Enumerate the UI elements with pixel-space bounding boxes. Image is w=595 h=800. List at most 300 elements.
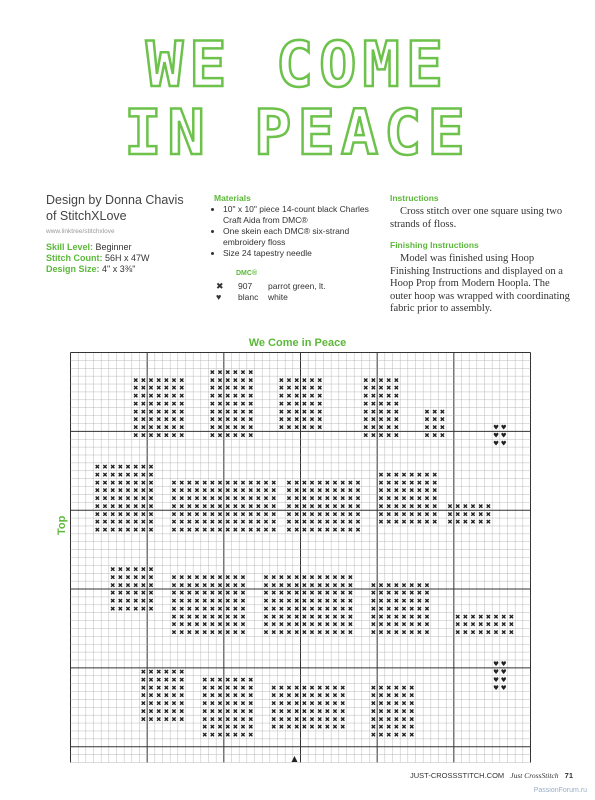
cross-stitch-mark: ✖ — [332, 597, 338, 606]
cross-stitch-mark: ✖ — [148, 699, 154, 708]
cross-stitch-mark: ✖ — [148, 470, 154, 479]
key-number: blanc — [238, 292, 259, 302]
cross-stitch-mark: ✖ — [217, 407, 223, 416]
cross-stitch-mark: ✖ — [324, 691, 331, 700]
cross-stitch-mark: ✖ — [171, 486, 177, 495]
cross-stitch-mark: ✖ — [416, 486, 423, 495]
cross-stitch-mark: ✖ — [217, 486, 223, 495]
cross-stitch-mark: ✖ — [293, 581, 300, 590]
cross-stitch-mark: ✖ — [454, 620, 461, 629]
cross-stitch-mark: ✖ — [109, 478, 116, 487]
cross-stitch-mark: ✖ — [393, 407, 400, 416]
cross-stitch-mark: ✖ — [286, 723, 292, 732]
cross-stitch-mark: ✖ — [370, 589, 377, 598]
cross-stitch-mark: ✖ — [309, 628, 315, 637]
cross-stitch-mark: ✖ — [424, 581, 430, 590]
cross-stitch-mark: ✖ — [270, 486, 277, 495]
cross-stitch-mark: ✖ — [293, 376, 300, 385]
cross-stitch-mark: ✖ — [270, 715, 277, 724]
cross-stitch-mark: ✖ — [102, 510, 108, 519]
cross-stitch-mark: ✖ — [178, 715, 185, 724]
cross-stitch-mark: ✖ — [286, 604, 292, 613]
cross-stitch-mark: ✖ — [201, 526, 208, 535]
cross-stitch-mark: ✖ — [232, 510, 239, 519]
cross-stitch-mark: ✖ — [178, 518, 185, 527]
cross-stitch-mark: ✖ — [493, 620, 499, 629]
list-item: • One skein each DMC® six-strand embroidery floss — [223, 226, 379, 248]
cross-stitch-mark: ✖ — [431, 502, 438, 511]
cross-stitch-mark: ✖ — [224, 691, 231, 700]
cross-stitch-mark: ✖ — [324, 573, 331, 582]
cross-stitch-mark: ✖ — [408, 470, 415, 479]
cross-stitch-mark: ✖ — [378, 581, 384, 590]
cross-stitch-mark: ✖ — [301, 423, 308, 432]
cross-stitch-mark: ✖ — [431, 407, 438, 416]
cross-stitch-mark: ✖ — [209, 715, 216, 724]
cross-stitch-mark: ✖ — [117, 597, 124, 606]
cross-stitch-mark: ✖ — [247, 384, 254, 393]
cross-stitch-mark: ✖ — [378, 392, 384, 401]
cross-stitch-mark: ✖ — [217, 589, 223, 598]
cross-stitch-mark: ✖ — [485, 628, 492, 637]
cross-stitch-mark: ✖ — [163, 691, 170, 700]
cross-stitch-mark: ✖ — [332, 581, 338, 590]
cross-stitch-mark: ✖ — [301, 581, 308, 590]
cross-stitch-mark: ✖ — [125, 494, 131, 503]
cross-stitch-mark: ✖ — [332, 518, 338, 527]
cross-stitch-mark: ✖ — [171, 407, 177, 416]
cross-stitch-mark: ✖ — [431, 494, 438, 503]
cross-stitch-mark: ✖ — [201, 675, 208, 684]
cross-stitch-mark: ✖ — [378, 707, 384, 716]
cross-stitch-mark: ✖ — [247, 683, 254, 692]
cross-stitch-mark: ✖ — [94, 486, 101, 495]
cross-stitch-mark: ✖ — [217, 573, 223, 582]
cross-stitch-mark: ✖ — [217, 723, 223, 732]
cross-stitch-mark: ✖ — [163, 423, 170, 432]
cross-stitch-mark: ✖ — [94, 463, 101, 472]
cross-stitch-mark: ✖ — [117, 604, 124, 613]
cross-stitch-mark: ✖ — [232, 715, 239, 724]
cross-stitch-mark: ✖ — [148, 431, 154, 440]
cross-stitch-mark: ✖ — [270, 589, 277, 598]
heart-stitch-mark: ♥ — [500, 660, 507, 669]
cross-stitch-mark: ✖ — [316, 683, 323, 692]
cross-stitch-mark: ✖ — [240, 581, 246, 590]
cross-stitch-mark: ✖ — [209, 392, 216, 401]
cross-stitch-mark: ✖ — [194, 486, 200, 495]
cross-stitch-mark: ✖ — [332, 494, 338, 503]
cross-stitch-mark: ✖ — [148, 675, 154, 684]
cross-stitch-mark: ✖ — [393, 699, 400, 708]
cross-stitch-mark: ✖ — [232, 478, 239, 487]
cross-stitch-mark: ✖ — [393, 518, 400, 527]
cross-stitch-mark: ✖ — [224, 526, 231, 535]
cross-stitch-mark: ✖ — [385, 628, 392, 637]
cross-stitch-mark: ✖ — [339, 604, 346, 613]
cross-stitch-mark: ✖ — [378, 691, 384, 700]
cross-stitch-mark: ✖ — [109, 494, 116, 503]
cross-stitch-mark: ✖ — [247, 699, 254, 708]
cross-stitch-mark: ✖ — [332, 612, 338, 621]
cross-stitch-mark: ✖ — [286, 392, 292, 401]
cross-stitch-mark: ✖ — [140, 518, 147, 527]
cross-stitch-mark: ✖ — [370, 715, 377, 724]
cross-stitch-mark: ✖ — [339, 715, 346, 724]
cross-stitch-mark: ✖ — [140, 683, 147, 692]
cross-stitch-mark: ✖ — [378, 683, 384, 692]
cross-stitch-mark: ✖ — [301, 628, 308, 637]
cross-stitch-mark: ✖ — [309, 723, 315, 732]
cross-stitch-mark: ✖ — [293, 597, 300, 606]
cross-stitch-mark: ✖ — [309, 620, 315, 629]
cross-stitch-mark: ✖ — [324, 707, 331, 716]
key-color-name: parrot green, lt. — [268, 281, 326, 291]
cross-stitch-mark: ✖ — [186, 494, 193, 503]
cross-stitch-mark: ✖ — [393, 478, 400, 487]
cross-stitch-mark: ✖ — [462, 612, 469, 621]
cross-stitch-mark: ✖ — [224, 604, 231, 613]
cross-stitch-mark: ✖ — [378, 699, 384, 708]
cross-stitch-mark: ✖ — [201, 628, 208, 637]
cross-stitch-mark: ✖ — [148, 604, 154, 613]
cross-stitch-mark: ✖ — [309, 707, 315, 716]
cross-stitch-mark: ✖ — [324, 597, 331, 606]
cross-stitch-mark: ✖ — [155, 431, 162, 440]
cross-stitch-mark: ✖ — [370, 597, 377, 606]
cross-stitch-mark: ✖ — [393, 470, 400, 479]
cross-stitch-mark: ✖ — [194, 604, 200, 613]
cross-stitch-mark: ✖ — [201, 510, 208, 519]
cross-stitch-mark: ✖ — [171, 683, 177, 692]
cross-stitch-mark: ✖ — [401, 604, 407, 613]
cross-stitch-mark: ✖ — [378, 723, 384, 732]
cross-stitch-mark: ✖ — [301, 376, 308, 385]
cross-stitch-mark: ✖ — [263, 494, 269, 503]
cross-stitch-mark: ✖ — [224, 486, 231, 495]
cross-stitch-mark: ✖ — [316, 628, 323, 637]
cross-stitch-mark: ✖ — [431, 470, 438, 479]
cross-stitch-mark: ✖ — [385, 597, 392, 606]
cross-stitch-mark: ✖ — [408, 715, 415, 724]
cross-stitch-mark: ✖ — [140, 376, 147, 385]
cross-stitch-mark: ✖ — [224, 510, 231, 519]
cross-stitch-mark: ✖ — [347, 620, 354, 629]
cross-stitch-mark: ✖ — [385, 376, 392, 385]
cross-stitch-mark: ✖ — [117, 463, 124, 472]
cross-stitch-mark: ✖ — [301, 392, 308, 401]
cross-stitch-mark: ✖ — [301, 518, 308, 527]
cross-stitch-mark: ✖ — [408, 494, 415, 503]
cross-stitch-mark: ✖ — [263, 486, 269, 495]
cross-stitch-mark: ✖ — [500, 620, 507, 629]
cross-stitch-mark: ✖ — [401, 510, 407, 519]
cross-stitch-mark: ✖ — [163, 384, 170, 393]
cross-stitch-mark: ✖ — [117, 510, 124, 519]
cross-stitch-mark: ✖ — [194, 478, 200, 487]
cross-stitch-mark: ✖ — [378, 502, 384, 511]
cross-stitch-mark: ✖ — [316, 526, 323, 535]
cross-stitch-mark: ✖ — [240, 612, 246, 621]
cross-stitch-mark: ✖ — [385, 683, 392, 692]
designer-website[interactable]: www.linktree/stitchxlove — [46, 228, 115, 235]
cross-stitch-mark: ✖ — [324, 604, 331, 613]
cross-stitch-mark: ✖ — [148, 715, 154, 724]
cross-stitch-mark: ✖ — [370, 691, 377, 700]
cross-stitch-mark: ✖ — [416, 612, 423, 621]
cross-stitch-mark: ✖ — [140, 573, 147, 582]
cross-stitch-mark: ✖ — [117, 565, 124, 574]
cross-stitch-mark: ✖ — [416, 470, 423, 479]
cross-stitch-mark: ✖ — [301, 612, 308, 621]
cross-stitch-mark: ✖ — [132, 463, 139, 472]
cross-stitch-mark: ✖ — [316, 407, 323, 416]
cross-stitch-mark: ✖ — [316, 518, 323, 527]
cross-stitch-mark: ✖ — [209, 518, 216, 527]
cross-stitch-mark: ✖ — [408, 589, 415, 598]
cross-stitch-mark: ✖ — [140, 589, 147, 598]
cross-stitch-mark: ✖ — [286, 502, 292, 511]
cross-stitch-mark: ✖ — [408, 604, 415, 613]
cross-stitch-mark: ✖ — [109, 581, 116, 590]
cross-stitch-mark: ✖ — [278, 699, 285, 708]
cross-stitch-mark: ✖ — [178, 612, 185, 621]
cross-stitch-mark: ✖ — [408, 612, 415, 621]
cross-stitch-mark: ✖ — [102, 494, 108, 503]
cross-stitch-mark: ✖ — [247, 423, 254, 432]
cross-stitch-mark: ✖ — [247, 392, 254, 401]
cross-stitch-mark: ✖ — [247, 399, 254, 408]
cross-stitch-mark: ✖ — [155, 384, 162, 393]
cross-stitch-mark: ✖ — [332, 510, 338, 519]
key-row — [214, 292, 379, 303]
cross-stitch-mark: ✖ — [408, 502, 415, 511]
cross-stitch-mark: ✖ — [301, 573, 308, 582]
cross-stitch-mark: ✖ — [355, 510, 361, 519]
cross-stitch-mark: ✖ — [431, 478, 438, 487]
cross-stitch-mark: ✖ — [194, 518, 200, 527]
cross-stitch-mark: ✖ — [370, 431, 377, 440]
cross-stitch-mark: ✖ — [286, 415, 292, 424]
cross-stitch-mark: ✖ — [247, 691, 254, 700]
cross-stitch-mark: ✖ — [163, 407, 170, 416]
cross-stitch-mark: ✖ — [424, 494, 430, 503]
cross-stitch-mark: ✖ — [171, 526, 177, 535]
cross-stitch-mark: ✖ — [485, 620, 492, 629]
cross-stitch-mark: ✖ — [324, 612, 331, 621]
cross-stitch-mark: ✖ — [293, 620, 300, 629]
cross-stitch-mark: ✖ — [362, 431, 369, 440]
cross-stitch-mark: ✖ — [209, 620, 216, 629]
heart-stitch-mark: ♥ — [493, 675, 499, 684]
cross-stitch-mark: ✖ — [332, 699, 338, 708]
cross-stitch-mark: ✖ — [224, 707, 231, 716]
cross-stitch-mark: ✖ — [201, 518, 208, 527]
cross-stitch-mark: ✖ — [140, 526, 147, 535]
cross-stitch-mark: ✖ — [263, 628, 269, 637]
cross-stitch-mark: ✖ — [385, 510, 392, 519]
cross-stitch-mark: ✖ — [286, 715, 292, 724]
cross-stitch-mark: ✖ — [270, 478, 277, 487]
cross-stitch-mark: ✖ — [393, 723, 400, 732]
cross-stitch-mark: ✖ — [224, 368, 231, 377]
cross-stitch-mark: ✖ — [347, 612, 354, 621]
cross-stitch-mark: ✖ — [416, 604, 423, 613]
cross-stitch-mark: ✖ — [270, 597, 277, 606]
cross-stitch-mark: ✖ — [178, 699, 185, 708]
cross-stitch-mark: ✖ — [309, 510, 315, 519]
cross-stitch-mark: ✖ — [393, 731, 400, 740]
cross-stitch-mark: ✖ — [232, 683, 239, 692]
cross-stitch-mark: ✖ — [316, 604, 323, 613]
cross-stitch-mark: ✖ — [316, 392, 323, 401]
cross-stitch-mark: ✖ — [140, 510, 147, 519]
cross-stitch-mark: ✖ — [370, 620, 377, 629]
instructions-text: Cross stitch over one square using two strands of floss. — [390, 206, 563, 230]
cross-stitch-mark: ✖ — [424, 510, 430, 519]
cross-stitch-mark: ✖ — [462, 510, 469, 519]
cross-stitch-mark: ✖ — [316, 510, 323, 519]
cross-stitch-mark: ✖ — [178, 707, 185, 716]
cross-stitch-mark: ✖ — [263, 597, 269, 606]
cross-stitch-mark: ✖ — [247, 376, 254, 385]
cross-stitch-mark: ✖ — [362, 384, 369, 393]
cross-stitch-mark: ✖ — [270, 620, 277, 629]
cross-stitch-mark: ✖ — [385, 612, 392, 621]
cross-stitch-mark: ✖ — [332, 478, 338, 487]
cross-stitch-mark: ✖ — [301, 510, 308, 519]
cross-stitch-mark: ✖ — [240, 597, 246, 606]
cross-stitch-mark: ✖ — [316, 494, 323, 503]
cross-stitch-mark: ✖ — [393, 494, 400, 503]
spec-skill: Skill Level: Beginner — [46, 242, 132, 252]
cross-stitch-mark: ✖ — [140, 423, 147, 432]
materials-heading: Materials — [214, 193, 251, 203]
cross-stitch-mark: ✖ — [217, 518, 223, 527]
cross-stitch-mark: ✖ — [270, 699, 277, 708]
cross-stitch-mark: ✖ — [171, 376, 177, 385]
cross-stitch-mark: ✖ — [140, 691, 147, 700]
cross-stitch-mark: ✖ — [209, 368, 216, 377]
spec-stitch-count: Stitch Count: 56H x 47W — [46, 253, 150, 263]
cross-stitch-mark: ✖ — [278, 376, 285, 385]
cross-stitch-mark: ✖ — [201, 620, 208, 629]
heart-stitch-mark: ♥ — [500, 668, 507, 677]
cross-stitch-mark: ✖ — [125, 510, 131, 519]
cross-stitch-mark: ✖ — [186, 573, 193, 582]
cross-stitch-mark: ✖ — [385, 731, 392, 740]
cross-stitch-mark: ✖ — [201, 502, 208, 511]
cross-stitch-mark: ✖ — [347, 628, 354, 637]
cross-stitch-mark: ✖ — [401, 612, 407, 621]
finishing-text: Model was finished using Hoop Finishing Instructions and displayed on a Hoop Prop from Modern Hoopla. The outer hoop was wrapped with coordinating fabric prior to assembly. — [390, 253, 570, 314]
cross-stitch-mark: ✖ — [293, 691, 300, 700]
cross-stitch-mark: ✖ — [232, 526, 239, 535]
cross-stitch-mark: ✖ — [309, 423, 315, 432]
cross-stitch-mark: ✖ — [224, 597, 231, 606]
cross-stitch-mark: ✖ — [332, 620, 338, 629]
watermark: PassionForum.ru — [533, 787, 587, 794]
cross-stitch-mark: ✖ — [393, 431, 400, 440]
cross-stitch-mark: ✖ — [316, 376, 323, 385]
cross-stitch-mark: ✖ — [424, 431, 430, 440]
cross-stitch-mark: ✖ — [102, 526, 108, 535]
cross-stitch-mark: ✖ — [109, 565, 116, 574]
cross-stitch-mark: ✖ — [278, 597, 285, 606]
cross-stitch-mark: ✖ — [232, 620, 239, 629]
cross-stitch-mark: ✖ — [347, 502, 354, 511]
cross-stitch-mark: ✖ — [316, 399, 323, 408]
cross-stitch-mark: ✖ — [270, 518, 277, 527]
cross-stitch-mark: ✖ — [240, 415, 246, 424]
cross-stitch-mark: ✖ — [201, 723, 208, 732]
cross-stitch-mark: ✖ — [270, 502, 277, 511]
cross-stitch-mark: ✖ — [278, 573, 285, 582]
cross-stitch-mark: ✖ — [232, 518, 239, 527]
cross-stitch-mark: ✖ — [125, 518, 131, 527]
cross-stitch-mark: ✖ — [148, 407, 154, 416]
cross-stitch-mark: ✖ — [385, 589, 392, 598]
cross-stitch-mark: ✖ — [270, 707, 277, 716]
cross-stitch-mark: ✖ — [293, 604, 300, 613]
cross-stitch-mark: ✖ — [155, 376, 162, 385]
cross-stitch-mark: ✖ — [477, 620, 484, 629]
cross-stitch-mark: ✖ — [493, 612, 499, 621]
cross-stitch-mark: ✖ — [416, 518, 423, 527]
cross-stitch-mark: ✖ — [240, 392, 246, 401]
cross-stitch-mark: ✖ — [339, 478, 346, 487]
cross-stitch-mark: ✖ — [186, 589, 193, 598]
cross-stitch-mark: ✖ — [339, 526, 346, 535]
cross-stitch-mark: ✖ — [178, 526, 185, 535]
cross-stitch-mark: ✖ — [362, 423, 369, 432]
cross-stitch-mark: ✖ — [247, 723, 254, 732]
cross-stitch-mark: ✖ — [385, 707, 392, 716]
cross-stitch-mark: ✖ — [240, 423, 246, 432]
cross-stitch-mark: ✖ — [132, 399, 139, 408]
cross-stitch-mark: ✖ — [408, 691, 415, 700]
cross-stitch-mark: ✖ — [378, 510, 384, 519]
cross-stitch-mark: ✖ — [94, 510, 101, 519]
cross-stitch-mark: ✖ — [293, 683, 300, 692]
cross-stitch-mark: ✖ — [301, 707, 308, 716]
cross-stitch-mark: ✖ — [163, 376, 170, 385]
cross-stitch-mark: ✖ — [171, 573, 177, 582]
cross-stitch-mark: ✖ — [408, 581, 415, 590]
cross-stitch-mark: ✖ — [232, 699, 239, 708]
cross-stitch-mark: ✖ — [186, 502, 193, 511]
cross-stitch-mark: ✖ — [347, 478, 354, 487]
cross-stitch-mark: ✖ — [148, 510, 154, 519]
instructions-heading: Instructions — [390, 193, 439, 203]
cross-stitch-mark: ✖ — [393, 384, 400, 393]
cross-stitch-mark: ✖ — [385, 518, 392, 527]
cross-stitch-mark: ✖ — [240, 723, 246, 732]
cross-stitch-mark: ✖ — [286, 526, 292, 535]
cross-stitch-mark: ✖ — [401, 597, 407, 606]
cross-stitch-mark: ✖ — [201, 589, 208, 598]
cross-stitch-mark: ✖ — [217, 707, 223, 716]
cross-stitch-mark: ✖ — [378, 384, 384, 393]
cross-stitch-mark: ✖ — [217, 604, 223, 613]
list-item: • Size 24 tapestry needle — [223, 248, 379, 259]
cross-stitch-mark: ✖ — [339, 699, 346, 708]
cross-stitch-mark: ✖ — [316, 723, 323, 732]
cross-stitch-mark: ✖ — [232, 604, 239, 613]
cross-stitch-mark: ✖ — [316, 423, 323, 432]
cross-stitch-mark: ✖ — [278, 604, 285, 613]
cross-stitch-mark: ✖ — [431, 423, 438, 432]
